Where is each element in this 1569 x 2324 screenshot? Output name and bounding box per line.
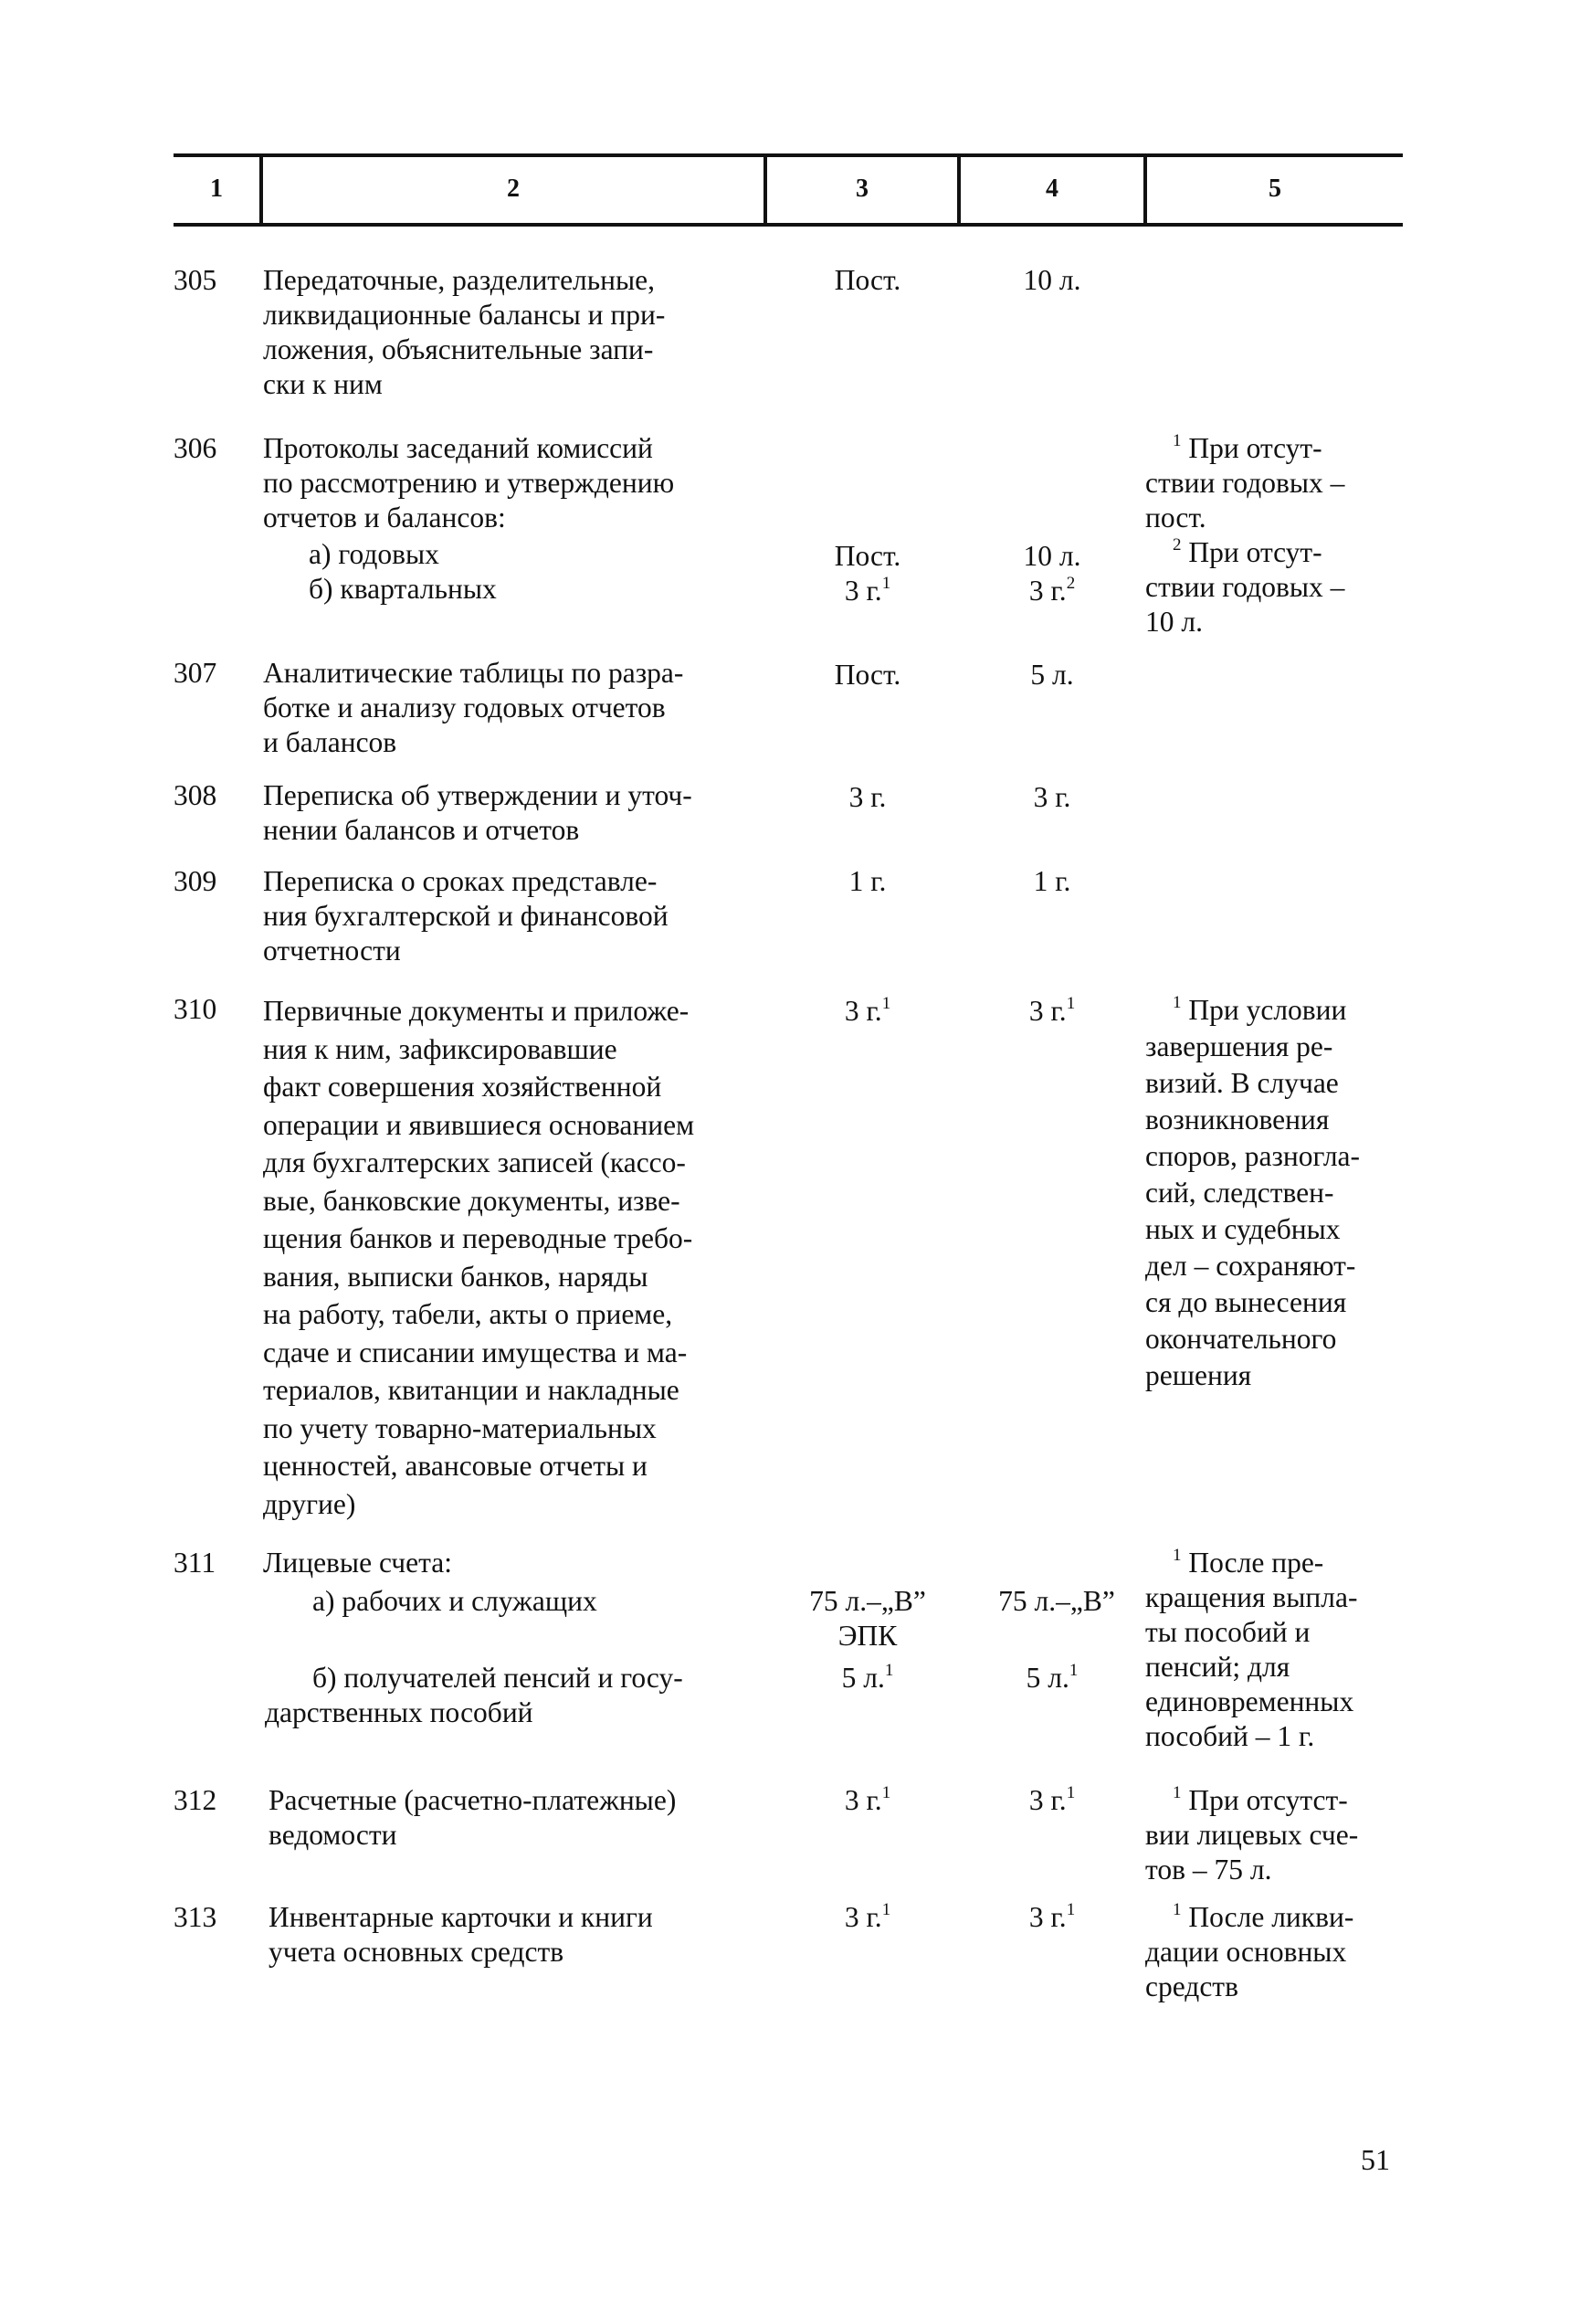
retention-col4: 5 л. [1030, 659, 1074, 691]
retention-col4: 3 г.$^1$ [1028, 1899, 1076, 1933]
retention-col4: 5 л.$^1$ [1026, 1660, 1079, 1694]
header-bottom-rule [174, 223, 1403, 227]
footnote: $^1$ При условии завершения ре- визий. В случае возникновения споров, разногла- сий, следствен- ных и судебных дел – сохраняют- ся до вынесения окончательного решения [1145, 992, 1361, 1391]
row-number: 307 [174, 657, 217, 689]
retention-col4: 3 г.$^2$ [1028, 573, 1076, 607]
row-description: Первичные документы и приложе- ния к ним, зафиксировавшие факт совершения хозяйственной операции и явившиеся основанием для бухгалтерских записей (кассо- вые, банковские документы, изве- щения банков и переводные требо- вания, выписки банков, наряды на работу, табели, акты о приеме, сдаче и списании имущества и ма- териалов, квитанции и накладные по учету товарно-материальных ценностей, авансовые отчеты и другие) [263, 995, 695, 1520]
row-number: 305 [174, 264, 217, 296]
retention-col3: 1 г. [848, 865, 887, 897]
row-number: 309 [174, 865, 217, 897]
header-col-4: 4 [1046, 174, 1058, 203]
retention-col4: 3 г.$^1$ [1028, 993, 1076, 1027]
row-description: Протоколы заседаний комиссий по рассмотрению и утверждению отчетов и балансов: [263, 432, 675, 533]
retention-col3: Пост. [834, 540, 901, 572]
retention-col3: 75 л.–„В” ЭПК [809, 1585, 926, 1652]
retention-col3: 3 г. [848, 781, 887, 813]
row-description: Переписка об утверждении и уточ- нении балансов и отчетов [263, 779, 692, 846]
row-description: Аналитические таблицы по разра- ботке и анализу годовых отчетов и балансов [263, 657, 684, 758]
sub-item: б) получателей пенсий и госу- дарственных пособий [265, 1662, 683, 1728]
retention-col3: 3 г.$^1$ [844, 993, 891, 1027]
row-description: Инвентарные карточки и книги учета основных средств [269, 1901, 653, 1968]
retention-col4: 3 г. [1033, 781, 1071, 813]
header-col-2: 2 [507, 174, 520, 203]
row-description: Расчетные (расчетно-платежные) ведомости [269, 1784, 677, 1851]
header-col-5: 5 [1269, 174, 1281, 203]
retention-col3: 3 г.$^1$ [844, 1782, 891, 1816]
retention-col3: 5 л.$^1$ [841, 1660, 894, 1694]
header-col-1: 1 [210, 174, 223, 203]
row-number: 306 [174, 432, 217, 464]
row-number: 308 [174, 779, 217, 811]
retention-col4: 10 л. [1023, 540, 1081, 572]
row-number: 310 [174, 993, 217, 1025]
retention-col3: 3 г.$^1$ [844, 573, 891, 607]
row-number: 311 [174, 1547, 216, 1579]
retention-col3: 3 г.$^1$ [844, 1899, 891, 1933]
retention-col3: Пост. [834, 264, 901, 296]
sub-item: б) квартальных [309, 573, 497, 605]
footnote: $^1$ После пре- кращения выпла- ты пособий и пенсий; для единовременных пособий – 1 г. [1145, 1545, 1358, 1752]
sub-item: а) годовых [309, 538, 439, 570]
row-description: Передаточные, разделительные, ликвидационные балансы и при- ложения, объяснительные запи- ски к ним [263, 264, 666, 400]
row-description: Лицевые счета: [263, 1547, 453, 1579]
page-number: 51 [1361, 2143, 1390, 2176]
footnote: $^1$ При отсутст- вии лицевых сче- тов – 75 л. [1145, 1782, 1359, 1886]
footnote: $^1$ После ликви- дации основных средств [1145, 1899, 1354, 2002]
row-description: Переписка о сроках представле- ния бухгалтерской и финансовой отчетности [263, 865, 669, 967]
row-number: 312 [174, 1784, 217, 1816]
footnote: $^1$ При отсут- ствии годовых – пост. $^2$ При отсут- ствии годовых – 10 л. [1145, 430, 1345, 638]
retention-col4: 75 л.–„В” [998, 1585, 1115, 1617]
sub-item: а) рабочих и служащих [312, 1585, 597, 1617]
header-col-3: 3 [856, 174, 869, 203]
retention-col4: 1 г. [1033, 865, 1071, 897]
retention-col4: 10 л. [1023, 264, 1081, 296]
retention-col4: 3 г.$^1$ [1028, 1782, 1076, 1816]
header-top-rule [174, 153, 1403, 157]
retention-col3: Пост. [834, 659, 901, 691]
row-number: 313 [174, 1901, 217, 1933]
